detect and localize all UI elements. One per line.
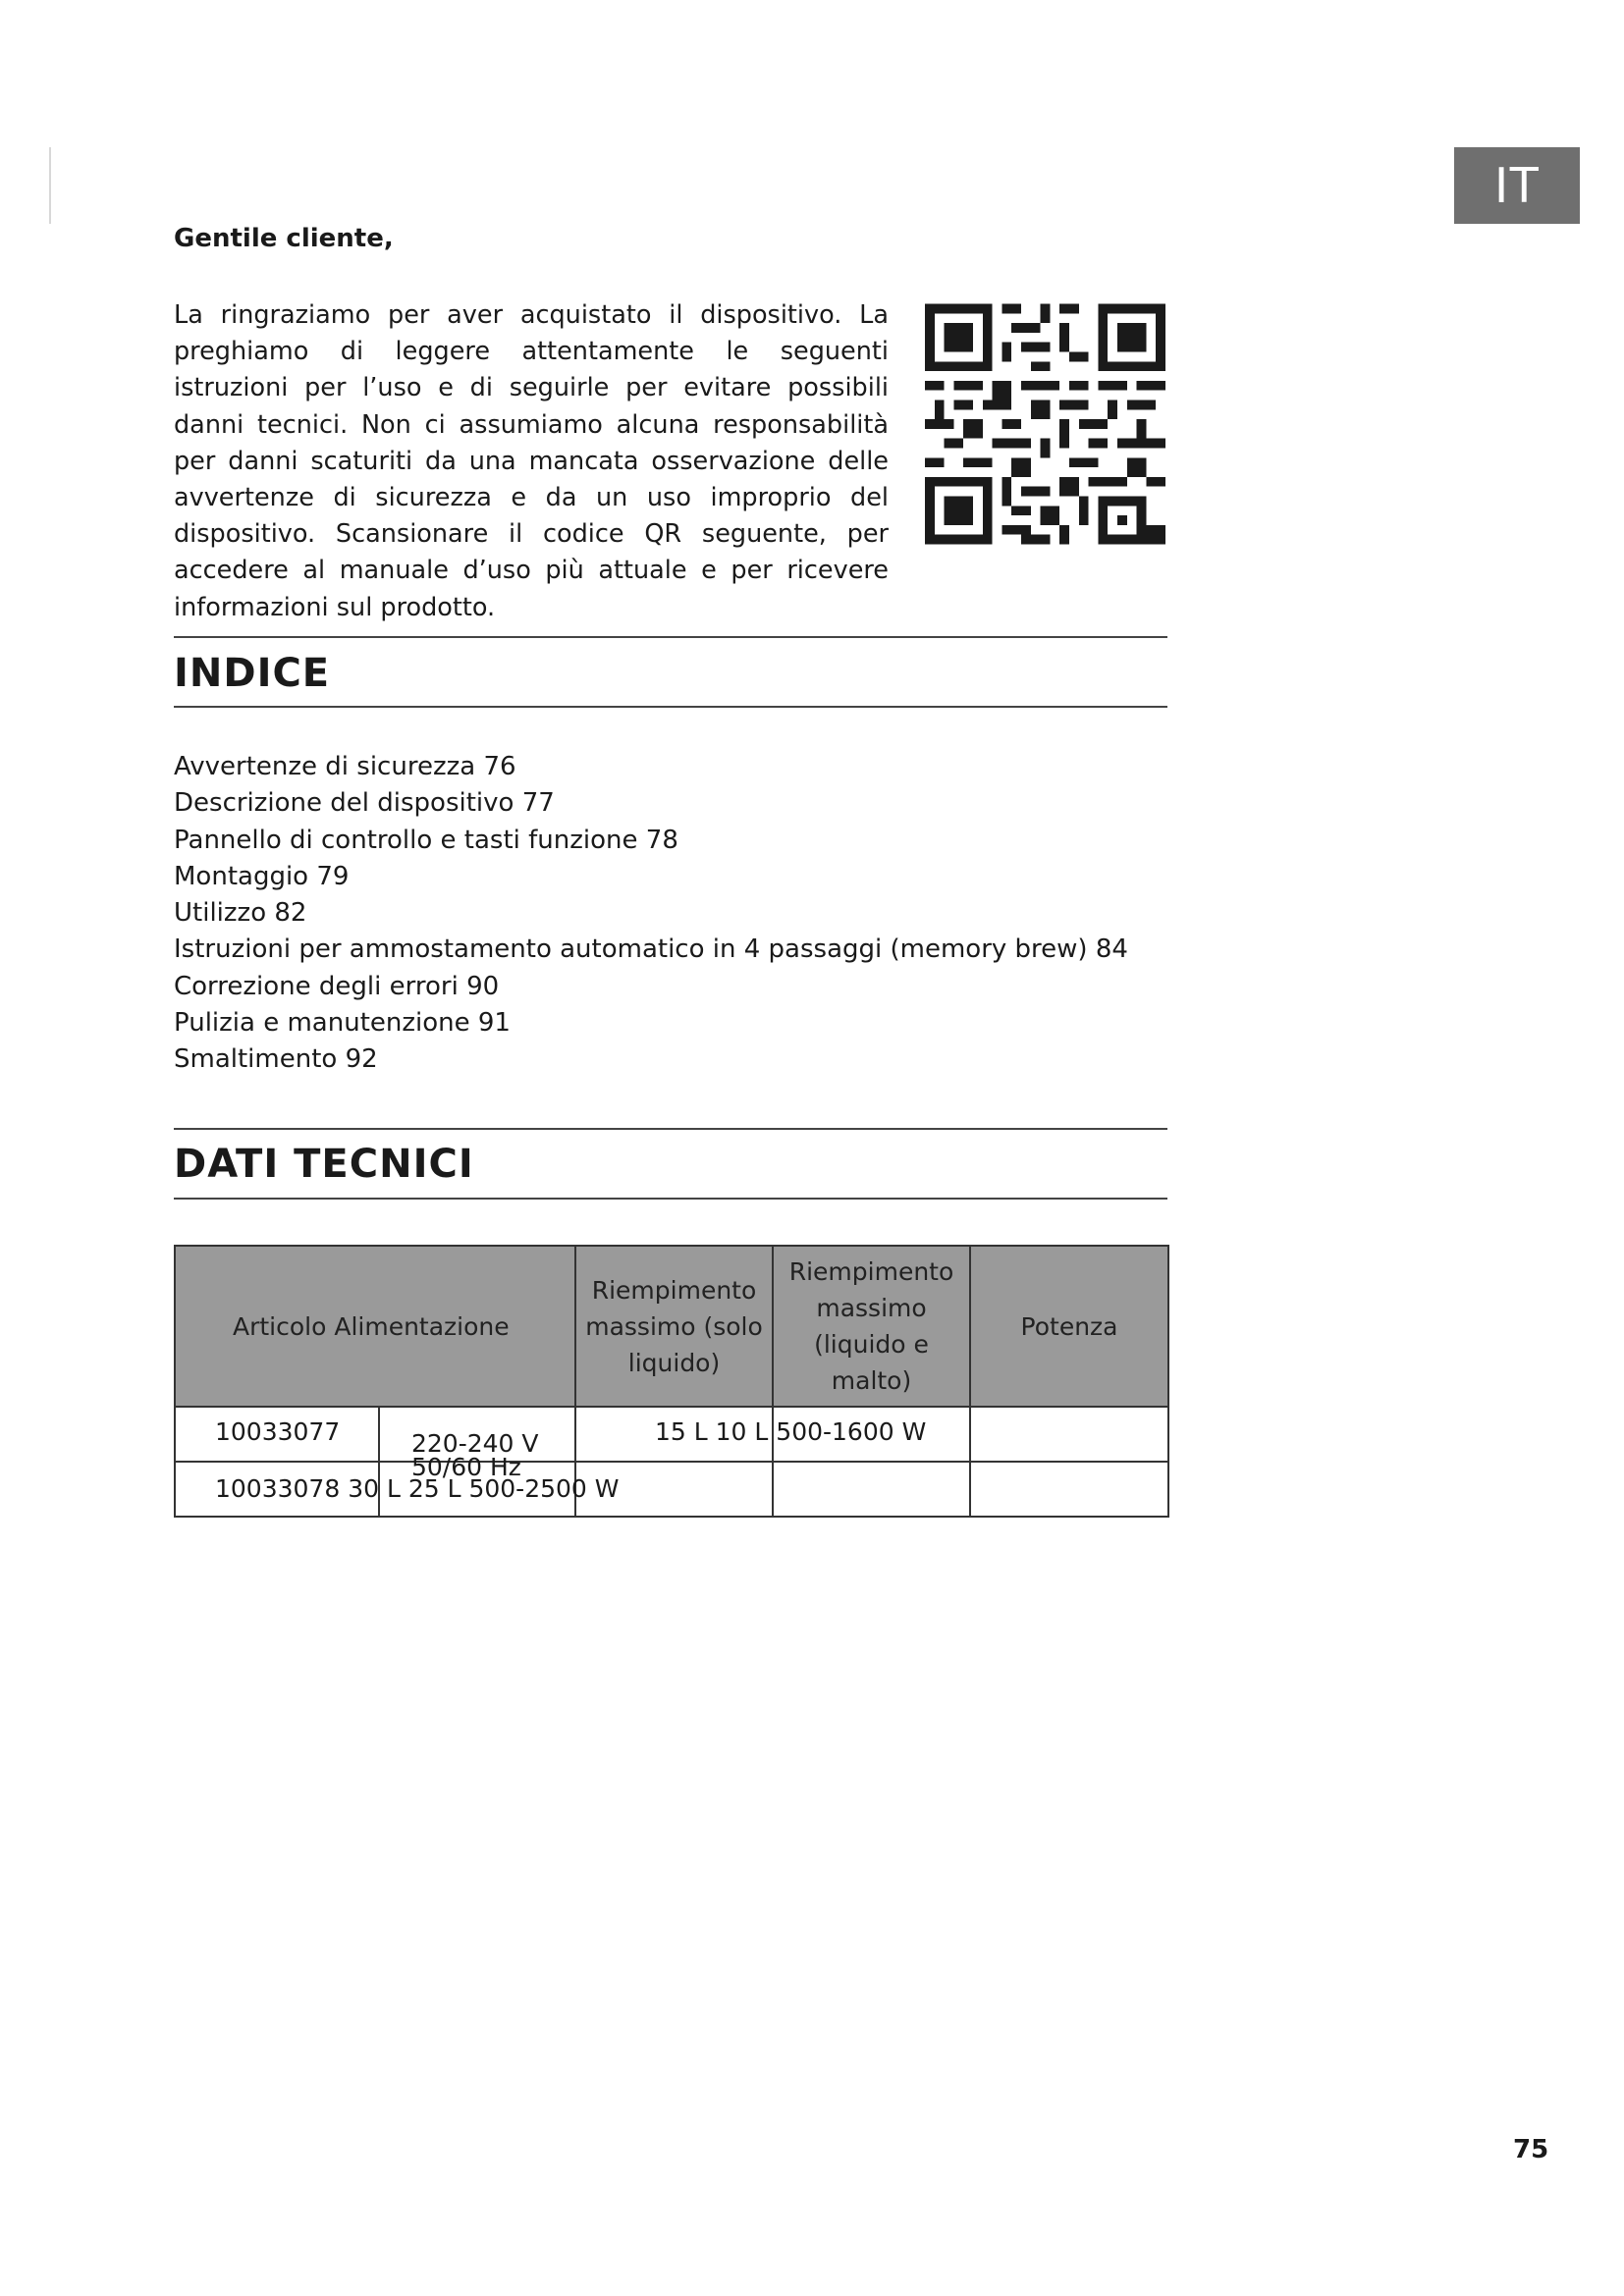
specs-heading: DATI TECNICI (174, 1142, 474, 1187)
index-heading: INDICE (174, 651, 331, 696)
greeting: Gentile cliente, (174, 224, 394, 253)
specs-table (174, 1245, 1169, 1518)
toc-item[interactable]: Descrizione del dispositivo 77 (174, 788, 555, 819)
language-tab: IT (1454, 147, 1580, 224)
row1-article: 10033077 (215, 1417, 341, 1446)
specs-rule-bottom (174, 1198, 1167, 1200)
toc-item[interactable]: Montaggio 79 (174, 861, 350, 891)
table-row (175, 1462, 1168, 1517)
header-article-supply: Articolo Alimentazione (175, 1246, 575, 1407)
header-fill-liquid: Riempimento massimo (solo liquido) (575, 1246, 773, 1407)
header-fill-mixed: Riempimento massimo (liquido e malto) (773, 1246, 970, 1407)
page-number: 75 (1513, 2135, 1549, 2164)
toc-item[interactable]: Pannello di controllo e tasti funzione 78 (174, 825, 678, 855)
table-header-row (175, 1246, 1168, 1407)
toc-item[interactable]: Smaltimento 92 (174, 1044, 378, 1075)
toc-item[interactable]: Utilizzo 82 (174, 898, 307, 929)
toc-item[interactable]: Correzione degli errori 90 (174, 971, 500, 1001)
index-rule-bottom (174, 706, 1167, 708)
table-row (175, 1407, 1168, 1462)
index-rule-top (174, 636, 1167, 638)
supply-frequency: 50/60 Hz (411, 1453, 521, 1481)
toc-item[interactable]: Istruzioni per ammostamento automatico in 4 passaggi (memory brew) 84 (174, 934, 1128, 965)
intro-paragraph: La ringraziamo per aver acquistato il dispositivo. La preghiamo di leggere attentamente le seguenti istruzioni per l’uso e di seguirle per evitare possibili danni tecnici. Non ci assumiamo alcuna responsabilità per danni scaturiti da una mancata osservazione delle avvertenze di sicurezza e da un uso improprio del dispositivo. Scansionare il codice QR seguente, per accedere al manuale d’uso più attuale e per ricevere informazioni sul prodotto. (174, 300, 889, 622)
page-edge-mark (49, 147, 51, 224)
row2-values: 10033078 30 L 25 L 500-2500 W (215, 1474, 620, 1503)
toc-item[interactable]: Pulizia e manutenzione 91 (174, 1008, 511, 1039)
row1-values: 15 L 10 L 500-1600 W (655, 1417, 927, 1446)
toc-item[interactable]: Avvertenze di sicurezza 76 (174, 752, 516, 781)
specs-rule-top (174, 1128, 1167, 1130)
header-power: Potenza (970, 1246, 1168, 1407)
table-of-contents (174, 749, 1128, 1079)
row1-supply: 220-240 V (411, 1429, 539, 1458)
qr-code (925, 302, 1165, 546)
